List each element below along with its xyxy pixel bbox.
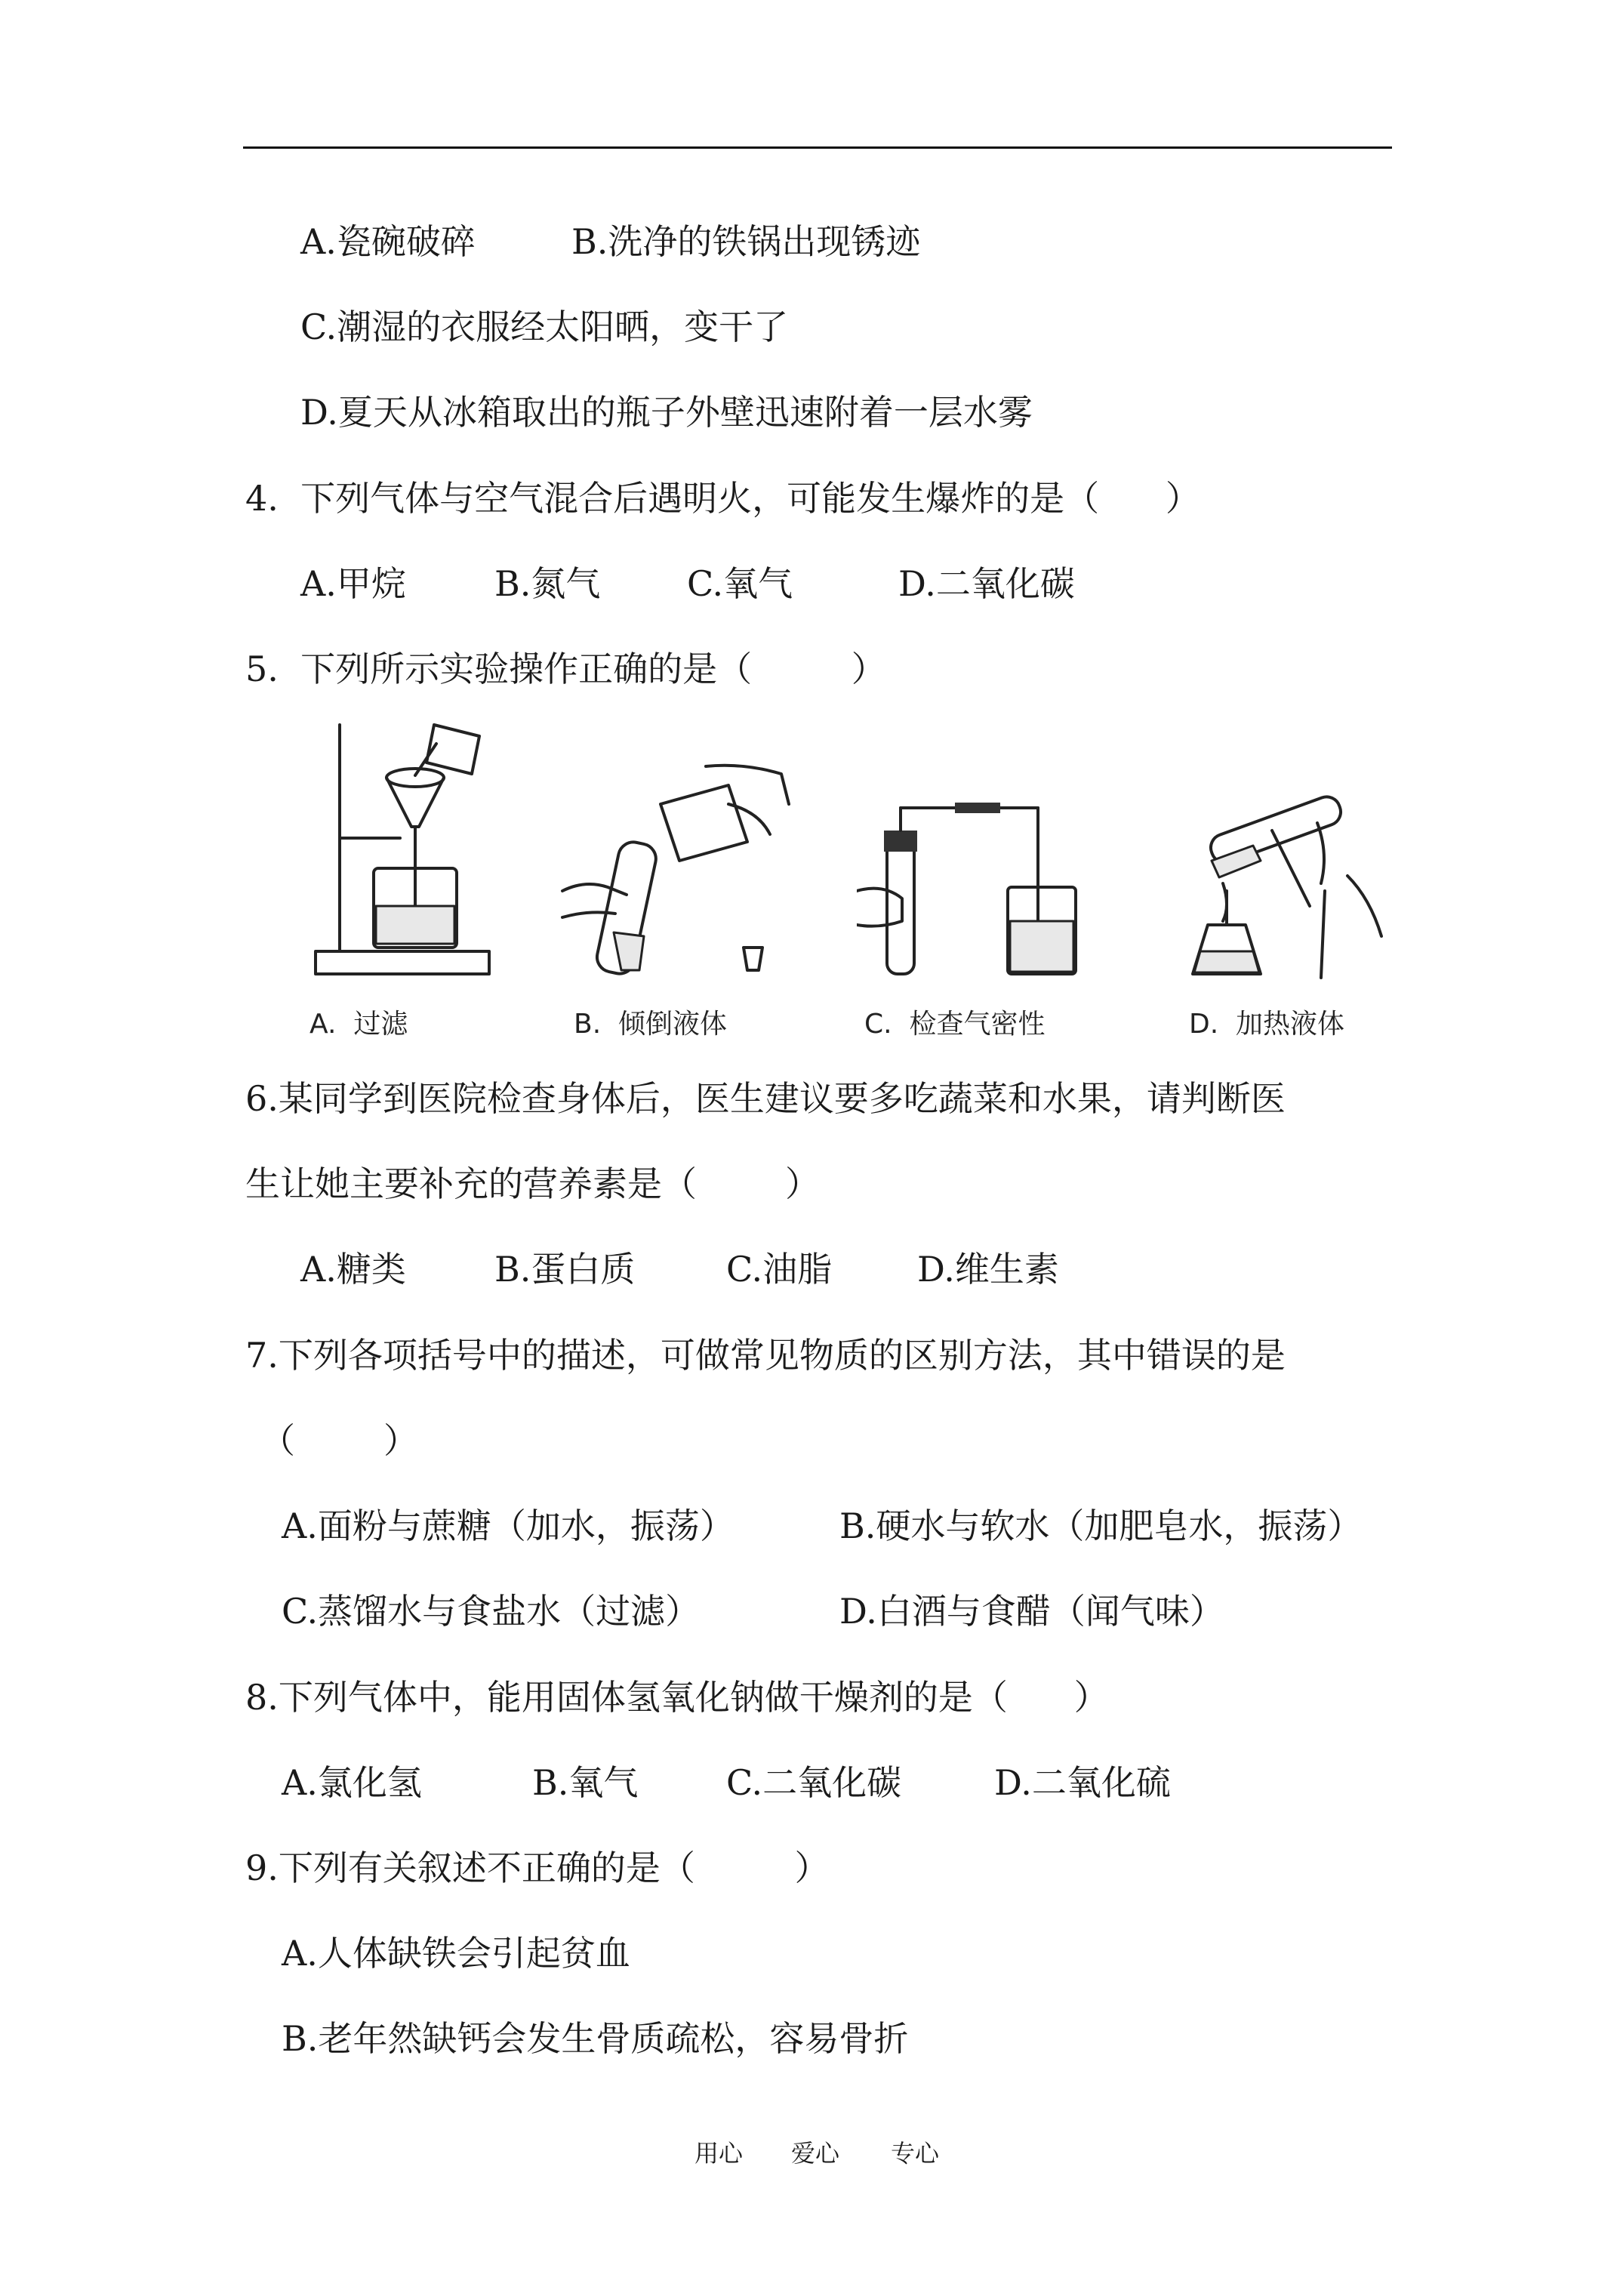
footer-right: 专心 bbox=[891, 2139, 940, 2168]
q4-option-c: C.氧气 bbox=[687, 563, 793, 604]
q3-option-c: C.潮湿的衣服经太阳晒，变干了 bbox=[300, 307, 789, 347]
q7-option-c: C.蒸馏水与食盐水（过滤） bbox=[282, 1591, 701, 1632]
q3-option-a: A.瓷碗破碎 bbox=[300, 221, 476, 262]
q7-option-d: D.白酒与食醋（闻气味） bbox=[839, 1591, 1224, 1632]
q4-option-b: B.氮气 bbox=[494, 563, 601, 604]
header-rule bbox=[243, 146, 1392, 149]
heating-figure bbox=[1178, 785, 1397, 982]
q7-stem-line2: （ ） bbox=[260, 1420, 418, 1461]
q3-option-d: D.夏天从冰箱取出的瓶子外壁迅速附着一层水雾 bbox=[300, 392, 1033, 433]
q8-option-b: B.氧气 bbox=[532, 1762, 639, 1803]
pouring-figure bbox=[555, 759, 804, 985]
q9-stem: 9.下列有关叙述不正确的是（ ） bbox=[245, 1848, 830, 1888]
q7-stem-line1: 7.下列各项括号中的描述，可做常见物质的区别方法，其中错误的是 bbox=[245, 1335, 1286, 1376]
q4-option-a: A.甲烷 bbox=[300, 563, 406, 604]
q6-option-c: C.油脂 bbox=[726, 1249, 833, 1290]
filtration-figure bbox=[302, 721, 506, 989]
q6-stem-line1: 6.某同学到医院检查身体后，医生建议要多吃蔬菜和水果，请判断医 bbox=[245, 1078, 1286, 1119]
footer-middle: 爱心 bbox=[791, 2139, 840, 2168]
q8-stem: 8.下列气体中，能用固体氢氧化钠做干燥剂的是（ ） bbox=[245, 1677, 1109, 1718]
caption-a: A. 过滤 bbox=[310, 1009, 408, 1040]
q8-option-d: D.二氧化硫 bbox=[994, 1762, 1171, 1803]
footer-left: 用心 bbox=[694, 2139, 744, 2168]
airtightness-figure bbox=[857, 800, 1083, 982]
q4-stem: 4. 下列气体与空气混合后遇明火，可能发生爆炸的是（ ） bbox=[245, 478, 1200, 519]
q6-option-b: B.蛋白质 bbox=[494, 1249, 636, 1290]
caption-c: C. 检查气密性 bbox=[864, 1009, 1046, 1040]
q9-option-a: A.人体缺铁会引起贫血 bbox=[282, 1933, 630, 1974]
caption-d: D. 加热液体 bbox=[1189, 1009, 1345, 1040]
q7-option-a: A.面粉与蔗糖（加水，振荡） bbox=[282, 1505, 735, 1546]
q6-stem-line2: 生让她主要补充的营养素是（ ） bbox=[245, 1163, 820, 1204]
q8-option-a: A.氯化氢 bbox=[282, 1762, 422, 1803]
q8-option-c: C.二氧化碳 bbox=[726, 1762, 902, 1803]
q7-option-b: B.硬水与软水（加肥皂水，振荡） bbox=[839, 1505, 1363, 1546]
q3-option-b: B.洗净的铁锅出现锈迹 bbox=[571, 221, 921, 262]
q4-option-d: D.二氧化碳 bbox=[898, 563, 1075, 604]
q6-option-a: A.糖类 bbox=[300, 1249, 406, 1290]
caption-b: B. 倾倒液体 bbox=[574, 1009, 728, 1040]
q5-stem: 5. 下列所示实验操作正确的是（ ） bbox=[245, 649, 886, 689]
q9-option-b: B.老年然缺钙会发生骨质疏松，容易骨折 bbox=[282, 2018, 909, 2059]
q6-option-d: D.维生素 bbox=[917, 1249, 1059, 1290]
